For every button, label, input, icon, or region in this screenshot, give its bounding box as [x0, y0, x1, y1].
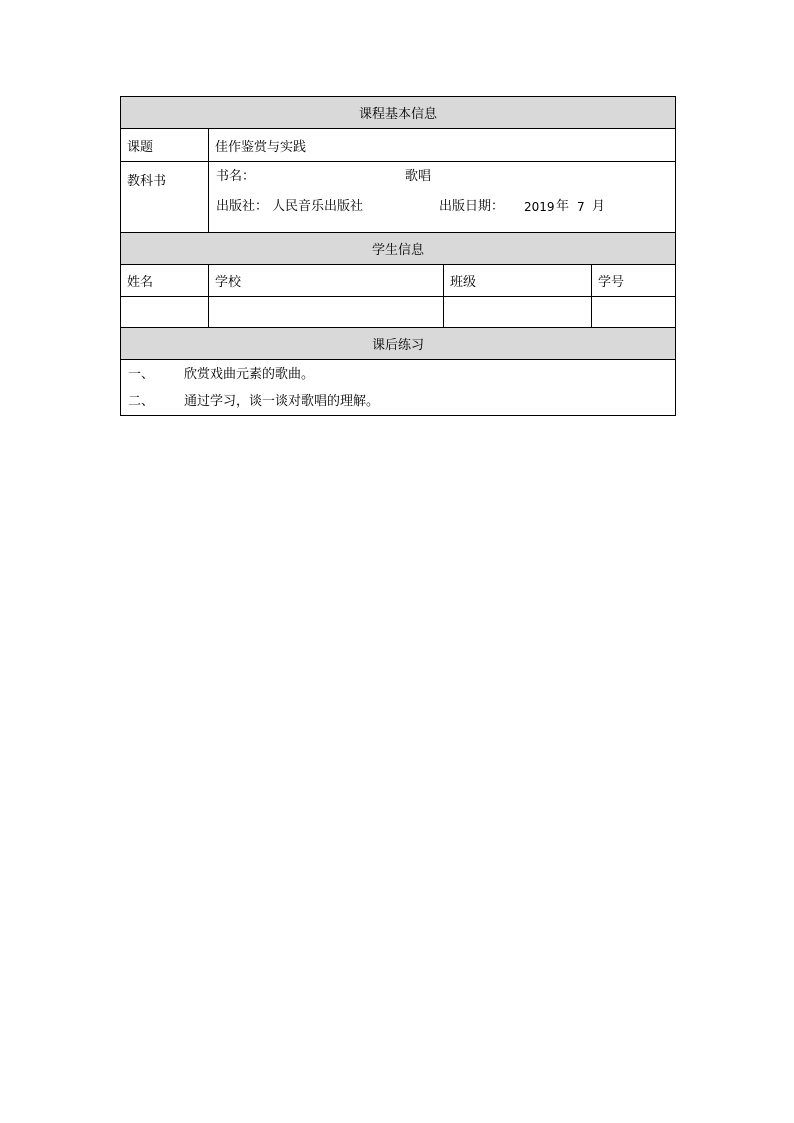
course-info-table — [120, 96, 676, 416]
pub-month: 7 — [577, 200, 585, 214]
topic-value: 佳作鉴赏与实践 — [209, 129, 676, 162]
student-school-header: 学校 — [209, 265, 444, 297]
course-info-section-title: 课程基本信息 — [121, 97, 676, 129]
student-name-header: 姓名 — [121, 265, 209, 297]
exercises-row — [121, 360, 676, 416]
exercise-number: 一、 — [128, 367, 155, 382]
book-name-value: 歌唱 — [405, 169, 432, 184]
publisher-label: 出版社： — [216, 199, 269, 214]
student-info-header-row — [121, 233, 676, 265]
student-info-section-title: 学生信息 — [121, 233, 676, 265]
topic-label: 课题 — [121, 129, 209, 162]
student-columns-row — [121, 265, 676, 297]
exercise-number: 二、 — [128, 394, 155, 409]
topic-row — [121, 129, 676, 162]
course-info-header-row — [121, 97, 676, 129]
student-values-row — [121, 297, 676, 328]
publisher-line — [209, 192, 675, 222]
exercises-list — [121, 360, 676, 416]
year-unit: 年 — [556, 199, 570, 214]
textbook-row — [121, 162, 676, 233]
exercises-header-row — [121, 328, 676, 360]
publisher-value: 人民音乐出版社 — [272, 199, 364, 214]
student-class-cell[interactable] — [444, 297, 592, 328]
student-school-cell[interactable] — [209, 297, 444, 328]
exercises-section-title: 课后练习 — [121, 328, 676, 360]
student-class-header: 班级 — [444, 265, 592, 297]
exercise-item — [121, 361, 675, 388]
book-name-line — [209, 162, 675, 192]
exercise-text: 欣赏戏曲元素的歌曲。 — [184, 367, 315, 382]
month-unit: 月 — [592, 199, 606, 214]
textbook-details — [209, 162, 676, 233]
exercise-text: 通过学习，谈一谈对歌唱的理解。 — [184, 394, 380, 409]
textbook-label: 教科书 — [121, 162, 209, 233]
course-sheet — [120, 96, 675, 416]
pub-date-label: 出版日期： — [439, 199, 505, 214]
student-name-cell[interactable] — [121, 297, 209, 328]
pub-year: 2019 — [524, 200, 555, 214]
student-id-cell[interactable] — [592, 297, 676, 328]
exercise-item — [121, 388, 675, 415]
student-id-header: 学号 — [592, 265, 676, 297]
book-name-label: 书名： — [216, 169, 256, 184]
